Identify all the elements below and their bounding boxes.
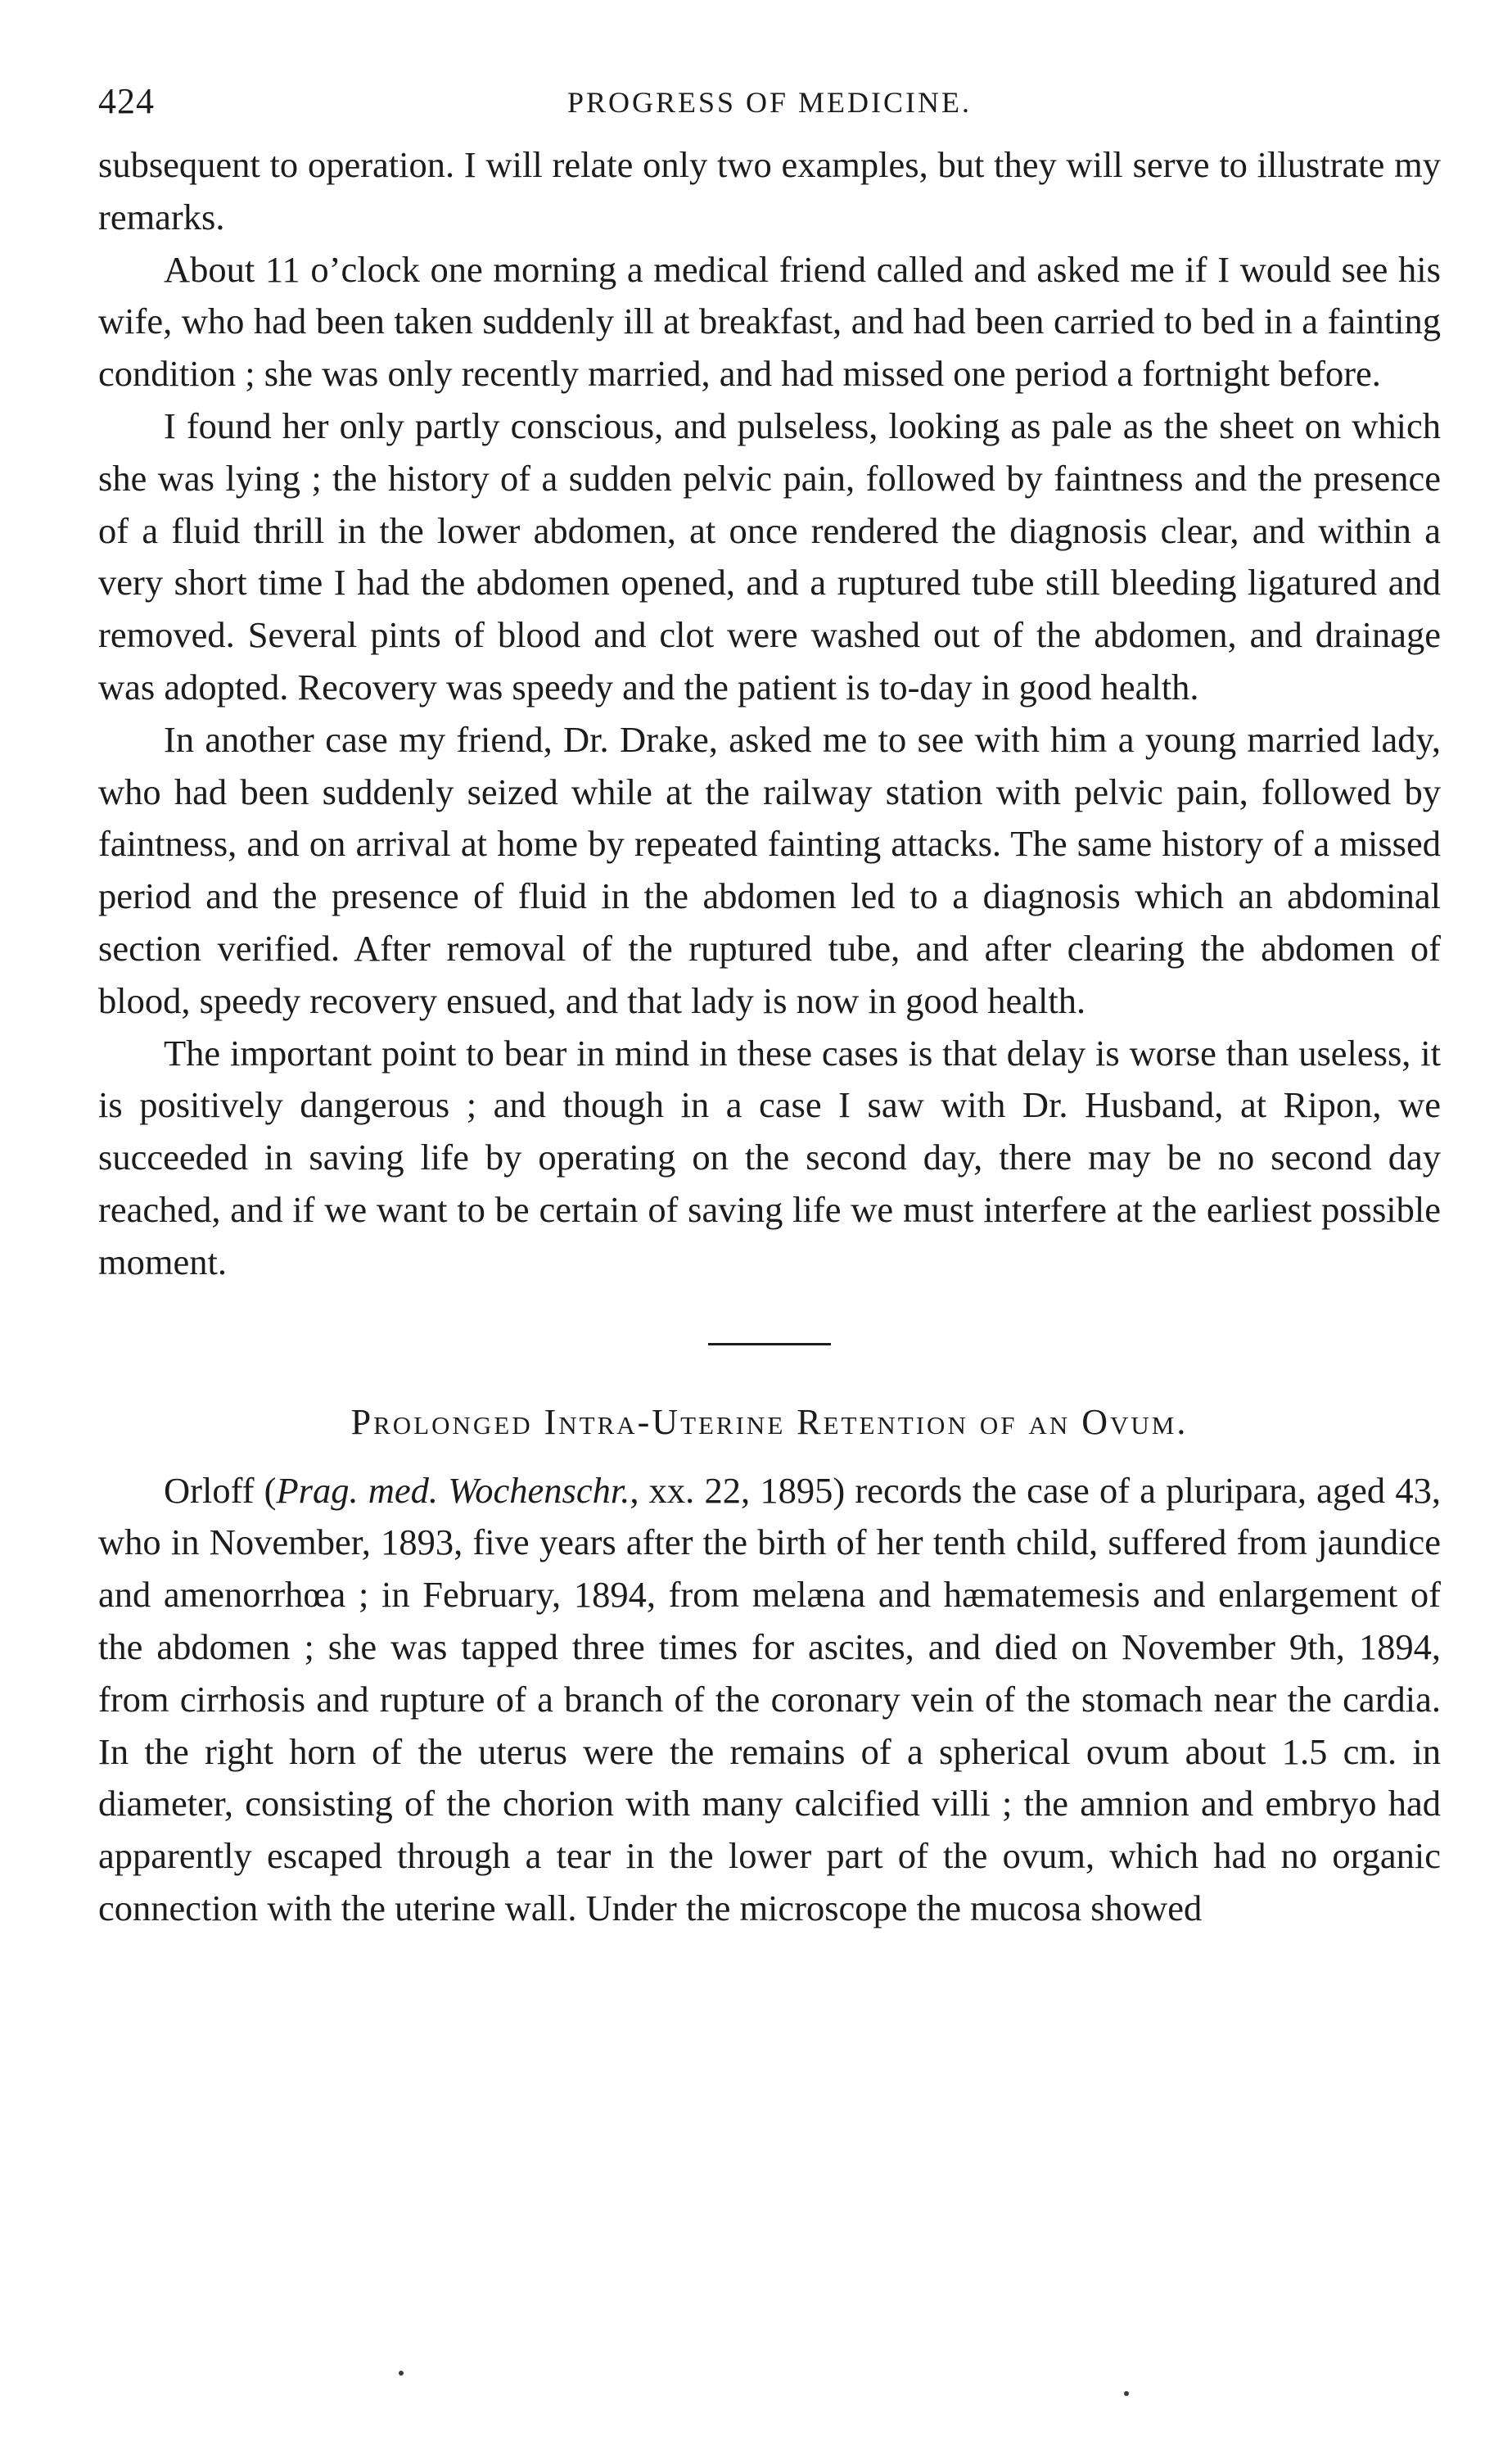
section-paragraph <box>98 1465 1441 1935</box>
print-speck <box>1124 2391 1129 2396</box>
section-text <box>98 1465 1441 1935</box>
paragraph: About 11 o’clock one morning a medical friend called and asked me if I would see his wife, who had been taken suddenly ill at breakfast, and had been carried to bed in a fainting condition ; she was only recently married, and had missed one period a fortnight before. <box>98 248 1441 395</box>
journal-title: Prag. med. Wochenschr. <box>276 1469 630 1511</box>
running-title: PROGRESS OF MEDICINE. <box>566 86 973 119</box>
section-title: Prolonged Intra-Uterine Retention of an Ovum. <box>350 1401 1189 1442</box>
body-text <box>98 139 1441 1289</box>
page-number: 424 <box>98 81 155 121</box>
paragraph: subsequent to operation. I will relate only two examples, but they will serve to illustrate my remarks. <box>98 144 1441 237</box>
paragraph: The important point to bear in mind in these cases is that delay is worse than useless, it is positively dangerous ; and though in a case I saw with Dr. Husband, at Ripon, we succeeded in saving life by operating on the second day, there may be no second day reached, and if we want to be certain of saving life we must interfere at the earliest possible moment. <box>98 1032 1441 1282</box>
paragraph: In another case my friend, Dr. Drake, asked me to see with him a young married lady, who had been suddenly seized while at the railway station with pelvic pain, followed by faintness, and on arrival at home by repeated fainting attacks. The same history of a missed period and the presence of fluid in the abdomen led to a diagnosis which an abdominal section verified. After removal of the ruptured tube, and after clearing the abdomen of blood, speedy recovery ensued, and that lady is now in good health. <box>98 718 1441 1021</box>
running-head <box>98 0 1441 139</box>
page <box>98 0 1441 1935</box>
para-start: Orloff ( <box>164 1469 277 1511</box>
paragraph: I found her only partly conscious, and pulseless, looking as pale as the sheet on which she was lying ; the history of a sudden pelvic pain, followed by faintness and the presence of a fluid thrill in the lower abdomen, at once rendered the diagnosis clear, and within a very short time I had the abdomen opened, and a ruptured tube still bleeding ligatured and removed. Several pints of blood and clot were washed out of the abdomen, and drainage was adopted. Recovery was speedy and the patient is to-day in good health. <box>98 405 1441 708</box>
para-rest: , xx. 22, 1895) records the case of a pluripara, aged 43, who in November, 1893, five years after the birth of her tenth child, suffered from jaundice and amenorrhœa ; in February, 1894, from melæna and hæmatemesis and enlargement of the abdomen ; she was tapped three times for ascites, and died on November 9th, 1894, from cirrhosis and rupture of a branch of the coronary vein of the stomach near the cardia. In the right horn of the uterus were the remains of a spherical ovum about 1.5 cm. in diameter, consisting of the chorion with many calcified villi ; the amnion and embryo had apparently escaped through a tear in the lower part of the ovum, which had no organic connection with the uterine wall. Under the microscope the mucosa showed <box>98 1469 1442 1928</box>
section-divider <box>708 1343 831 1345</box>
print-speck <box>399 2371 404 2376</box>
